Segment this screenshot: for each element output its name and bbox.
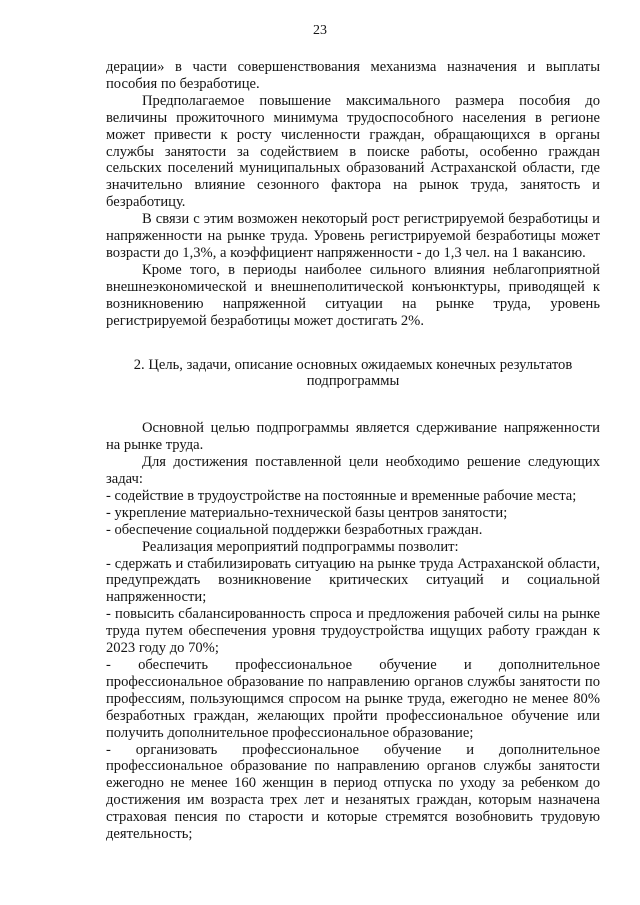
paragraph-tasks-intro: Для достижения поставленной цели необходимо решение следующих задач: — [106, 454, 600, 488]
paragraph-benefit-increase: Предполагаемое повышение максимального размера пособия до величины прожиточного минимума трудоспособного населения в регионе может привести к росту численности граждан, обращающихся в органы службы занятости за содействием в поиске работы, особенно граждан сельских поселений муниципальных образований Астраханской области, где значительно влияние сезонного фактора на рынок труда, занятость и безработицу. — [106, 92, 600, 211]
list-item-result: - обеспечить профессиональное обучение и дополнительное профессиональное образование по направлению органов службы занятости по профессиям, пользующимся спросом на рынке труда, ежегодно не менее 80% безработных граждан, желающих пройти профессиональное обучение или получить дополнительное профессиональное образование; — [106, 657, 600, 741]
section-heading — [106, 357, 600, 391]
page-number: 23 — [313, 23, 327, 38]
paragraph-critical-periods: Кроме того, в периоды наиболее сильного влияния неблагоприятной внешнеэкономической и внешнеполитической конъюнктуры, приводящей к возникновению напряженной ситуации на рынке труда, уровень регистрируемой безработицы может достигать 2%. — [106, 261, 600, 329]
paragraph-results-intro: Реализация мероприятий подпрограммы позволит: — [142, 538, 459, 555]
paragraph-continuation: дерации» в части совершенствования механизма назначения и выплаты пособия по безработице. — [106, 59, 600, 92]
document-body — [106, 59, 600, 843]
paragraph-unemployment-growth: В связи с этим возможен некоторый рост регистрируемой безработицы и напряженности на рынке труда. Уровень регистрируемой безработицы может возрасти до 1,3%, а коэффициент напряженности - до 1,3 чел. на 1 вакансию. — [106, 211, 600, 261]
list-item-task: - обеспечение социальной поддержки безработных граждан. — [106, 521, 483, 538]
section-heading-line-1: 2. Цель, задачи, описание основных ожидаемых конечных результатов — [133, 356, 573, 373]
list-item-result: - повысить сбалансированность спроса и предложения рабочей силы на рынке труда путем обеспечения уровня трудоустройства ищущих работу граждан к 2023 году до 70%; — [106, 606, 600, 657]
list-item-result: - организовать профессиональное обучение и дополнительное профессиональное образование по направлению органов службы занятости ежегодно не менее 160 женщин в период отпуска по уходу за ребенком до достижения им возраста трех лет и незанятых граждан, которым назначена страховая пенсия по старости и которые стремятся возобновить трудовую деятельность; — [106, 741, 600, 843]
list-item-task: - содействие в трудоустройстве на постоянные и временные рабочие места; — [106, 487, 577, 504]
list-item-result: - сдержать и стабилизировать ситуацию на рынке труда Астраханской области, предупреждать возникновение критических ситуаций и социальной напряженности; — [106, 555, 600, 606]
section-heading-line-2: подпрограммы — [306, 373, 400, 390]
paragraph-main-goal: Основной целью подпрограммы является сдерживание напряженности на рынке труда. — [106, 420, 600, 454]
list-item-task: - укрепление материально-технической базы центров занятости; — [106, 504, 508, 521]
